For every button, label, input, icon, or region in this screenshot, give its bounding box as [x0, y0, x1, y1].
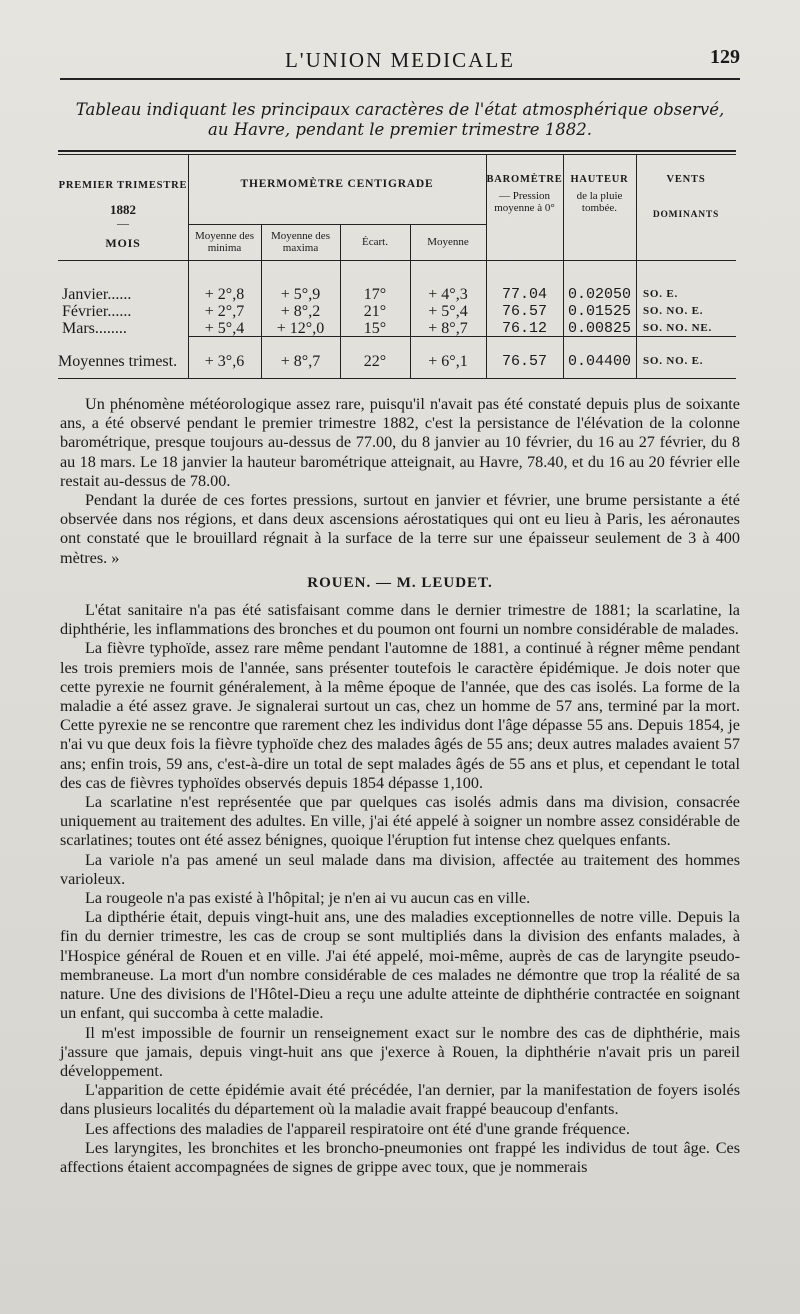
paragraph: Pendant la durée de ces fortes pressions, surtout en janvier et février, une brume persistante a été observée dans nos régions, et dans deux ascensions aérostatiques qui ont eu lieu à Paris, les aéronautes ont constaté que le brouillard régnait à la surface de la terre sur une épaisseur seulement de 3 à 400 mètres. » [60, 491, 740, 567]
article-body [60, 395, 740, 1177]
section-title: ROUEN. — M. LEUDET. [307, 574, 493, 591]
row-min: + 2°,8 [204, 286, 245, 303]
col-line-5 [486, 154, 487, 378]
row-min: + 5°,4 [204, 320, 245, 337]
head-dash: — [117, 216, 129, 230]
head-premier: PREMIER TRIMESTRE [58, 180, 188, 191]
head-mois: MOIS [105, 236, 141, 250]
row-max: + 8°,2 [280, 303, 321, 320]
row-min: + 2°,7 [204, 303, 245, 320]
head-year: 1882 [110, 202, 136, 217]
paragraph: La scarlatine n'est représentée que par quelques cas isolés admis dans ma division, consacrée uniquement au traitement des adultes. En ville, j'ai été appelé à soigner un nombre assez considérable de scarlatines; toutes ont été assez bénignes, quoique l'éruption fut intense chez quelques enfants. [60, 793, 740, 850]
table-top-rule [58, 150, 736, 152]
row-baro: 76.57 [501, 303, 547, 320]
totals-min: + 3°,6 [204, 353, 245, 370]
totals-max: + 8°,7 [280, 353, 321, 370]
col-line-6 [563, 154, 564, 378]
running-head: L'UNION MEDICALE [284, 48, 515, 72]
weather-table [58, 150, 736, 385]
row-moy: + 8°,7 [428, 320, 468, 337]
head-vents: VENTS [666, 174, 706, 185]
row-pluie: 0.01525 [567, 303, 631, 320]
table-caption: Tableau indiquant les principaux caractères de l'état atmosphérique observé, au Havre, pendant le premier trimestre 1882. [75, 100, 725, 139]
row-vents: SO. NO. NE. [643, 322, 713, 334]
paragraph: La dipthérie était, depuis vingt-huit ans, une des maladies exceptionnelles de notre ville. Depuis la fin du dernier trimestre, les cas de croup se sont multipliés dans la division des enfants malades, à l'Hospice général de Rouen et en ville. J'ai été appelé, moi-même, auprès de cas de laryngite pseudo-membraneuse. La mort d'un nombre considérable de ces malades ne démontre que trop la réalité de sa nature. Une des divisions de l'Hôtel-Dieu a reçu une adulte atteinte de diphthérie contractée en soignant un enfant, qui succomba à cette maladie. [60, 908, 740, 1023]
head-hauteur-sub: de la pluie tombée. [576, 190, 623, 214]
head-hauteur: HAUTEUR [570, 174, 629, 185]
paragraph: La fièvre typhoïde, assez rare même pendant l'automne de 1881, a continué à régner même pendant les trois premiers mois de l'année, sans présenter toutefois le caractère épidémique. Je dois noter que cette pyrexie ne fournit généralement, à la même époque de l'année, que des cas isolés. La forme de la maladie a été assez grave. Je signalerai surtout un cas, chez un homme de 57 ans, terminé par la mort. Cette pyrexie ne se rencontre que rarement chez les individus dont l'âge dépasse 55 ans. Depuis 1854, je n'ai vu que deux fois la fièvre typhoïde chez des malades âgés de 55 ans; deux autres malades avaient 57 ans; enfin trois, 59 ans, c'est-à-dire un total de sept malades âgés de 55 ans et plus, et cependant le total des cas de fièvres typhoïdes observés depuis 1854 dépasse 1,100. [60, 639, 740, 792]
row-max: + 12°,0 [276, 320, 325, 337]
col-line-7 [636, 154, 637, 378]
row-moy: + 4°,3 [428, 286, 468, 303]
row-pluie: 0.02050 [567, 286, 631, 303]
header-rule [60, 78, 740, 80]
head-barometre: BAROMÈTRE [486, 174, 563, 185]
row-mois: Mars........ [62, 320, 127, 337]
row-mois: Février...... [62, 303, 132, 320]
row-pluie: 0.00825 [567, 320, 631, 337]
page-number: 129 [710, 46, 740, 68]
totals-mois: Moyennes trimest. [58, 353, 178, 370]
head-ecart: Écart. [362, 236, 388, 248]
row-ecart: 15° [363, 320, 387, 337]
head-moy-minima: Moyenne des minima [195, 230, 254, 254]
paragraph: Les laryngites, les bronchites et les broncho-pneumonies ont frappé les individus de tout âge. Ces affections étaient accompagnées de signes de grippe avec toux, que je nommerais [60, 1138, 740, 1176]
totals-ecart: 22° [363, 353, 387, 370]
row-mois: Janvier...... [62, 286, 132, 303]
row-baro: 76.12 [501, 320, 547, 337]
paragraph: Un phénomène météorologique assez rare, puisqu'il n'avait pas été constaté depuis plus de soixante ans, a été observé pendant le premier trimestre 1882, c'est la persistance de l'élévation de la colonne barométrique, presque toujours au-dessus de 77.00, du 8 janvier au 10 février, du 16 au 27 février, du 8 au 18 mars. Le 18 janvier la hauteur barométrique atteignait, au Havre, 78.40, et du 16 au 20 février elle restait au-dessus de 78.00. [60, 395, 740, 490]
paragraph: La rougeole n'a pas existé à l'hôpital; je n'en ai vu aucun cas en ville. [85, 889, 531, 908]
totals-baro: 76.57 [501, 353, 547, 370]
head-barometre-sub: — Pression moyenne à 0° [494, 190, 555, 214]
table-head-rule [58, 260, 736, 261]
thermo-sub-rule [188, 224, 486, 225]
row-ecart: 17° [363, 286, 387, 303]
row-max: + 5°,9 [280, 286, 321, 303]
head-vents-sub: DOMINANTS [652, 210, 720, 220]
row-ecart: 21° [363, 303, 387, 320]
totals-moy: + 6°,1 [428, 353, 468, 370]
row-vents: SO. NO. E. [643, 305, 704, 317]
table-bottom-rule [58, 378, 736, 379]
page-header [60, 44, 740, 76]
row-vents: SO. E. [643, 288, 679, 300]
paragraph: L'apparition de cette épidémie avait été précédée, l'an dernier, par la manifestation de foyers isolés dans plusieurs localités du département où la maladie avait frappé beaucoup d'enfants. [60, 1081, 740, 1119]
totals-vents: SO. NO. E. [643, 355, 704, 367]
paragraph: Les affections des maladies de l'appareil respiratoire ont été d'une grande fréquence. [85, 1119, 630, 1138]
head-moy-maxima: Moyenne des maxima [271, 230, 330, 254]
row-moy: + 5°,4 [428, 303, 468, 320]
paragraph: Il m'est impossible de fournir un renseignement exact sur le nombre des cas de diphthérie, mais j'assure que jamais, depuis vingt-huit ans que j'exerce à Rouen, la diphthérie n'avait pris un pareil développement. [60, 1023, 740, 1080]
paragraph: La variole n'a pas amené un seul malade dans ma division, affectée au traitement des hommes varioleux. [60, 850, 740, 888]
row-baro: 77.04 [501, 286, 547, 303]
paragraph: L'état sanitaire n'a pas été satisfaisant comme dans le dernier trimestre de 1881; la scarlatine, la diphthérie, les inflammations des bronches et du poumon ont fourni un nombre considérable de malades. [60, 601, 740, 639]
head-thermo: THERMOMÈTRE CENTIGRADE [240, 178, 434, 190]
table-top-rule-2 [58, 154, 736, 155]
totals-pluie: 0.04400 [567, 353, 631, 370]
head-moyenne: Moyenne [427, 236, 469, 248]
